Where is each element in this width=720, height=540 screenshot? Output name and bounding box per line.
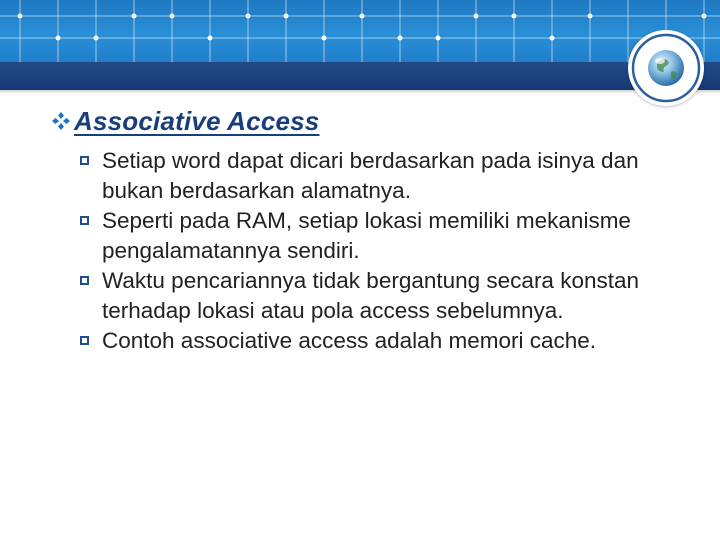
square-bullet-icon bbox=[80, 276, 89, 285]
header-stripe bbox=[0, 62, 720, 90]
bullet-text: Contoh associative access adalah memori cache. bbox=[102, 328, 597, 353]
title-row bbox=[50, 104, 319, 138]
bullet-text: Setiap word dapat dicari berdasarkan pada isinya dan bukan berdasarkan alamatnya. bbox=[102, 148, 639, 203]
bullet-text: Waktu pencariannya tidak bergantung secara konstan terhadap lokasi atau pola access sebelumnya. bbox=[102, 268, 640, 323]
bullet-text: Seperti pada RAM, setiap lokasi memiliki mekanisme pengalamatannya sendiri. bbox=[102, 208, 631, 263]
circuit-pattern bbox=[0, 0, 720, 62]
square-bullet-icon bbox=[80, 156, 89, 165]
square-bullet-icon bbox=[80, 336, 89, 345]
bullet-list bbox=[78, 146, 678, 356]
header-stripe-shadow bbox=[0, 90, 720, 94]
logo-badge bbox=[628, 30, 704, 106]
header-banner bbox=[0, 0, 720, 62]
square-bullet-icon bbox=[80, 216, 89, 225]
list-item bbox=[78, 326, 678, 356]
slide-title: Associative Access bbox=[74, 105, 320, 136]
globe-icon bbox=[628, 30, 704, 106]
list-item bbox=[78, 146, 678, 206]
list-item bbox=[78, 206, 678, 266]
list-item bbox=[78, 266, 678, 326]
diamond-bullet-icon bbox=[50, 110, 72, 132]
